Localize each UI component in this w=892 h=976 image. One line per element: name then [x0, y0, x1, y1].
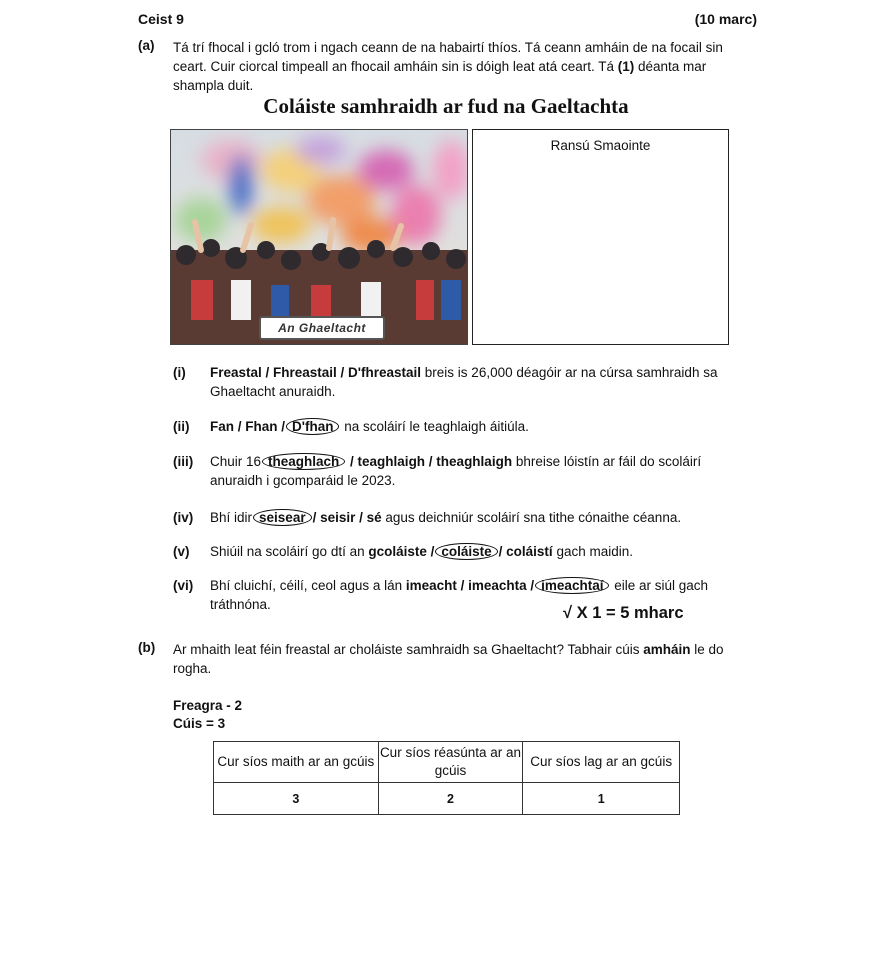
value-cell-weak: 1 [523, 783, 680, 815]
value-cell-reasonable: 2 [378, 783, 523, 815]
word-options: imeacht / imeachta / [405, 578, 535, 593]
item-number: (ii) [173, 419, 190, 434]
word-options: Freastal / Fhreastail / D'fhreastail [210, 365, 422, 380]
marks-score: √ X 1 = 5 mharc [563, 604, 684, 622]
table-values-row [214, 783, 680, 815]
marking-table [213, 741, 680, 815]
word-options: gcoláiste / [368, 544, 435, 559]
answer-marks [173, 697, 242, 733]
item-number: (iv) [173, 510, 194, 525]
brainstorm-box [472, 129, 729, 345]
passage-title: Coláiste samhraidh ar fud na Gaeltachta [263, 94, 629, 118]
circled-answer[interactable]: imeachtaí [535, 577, 609, 594]
item-number: (vi) [173, 578, 194, 593]
item-rest: bhreise lóistín ar fáil do scoláirí anuraidh i gcomparáid le 2023. [210, 454, 702, 488]
reason-line: Cúis = 3 [173, 716, 226, 731]
instructions-bold: (1) [617, 59, 635, 74]
instructions-text-1: Tá trí fhocal i gcló trom i ngach ceann de na habairtí thíos. Tá ceann amháin de na focail sin ceart. Cuir ciorcal timpeall an fhocail amháin sin is dóigh leat atá ceart. Tá [173, 40, 723, 74]
question-bold: amháin [643, 642, 691, 657]
word-options: / teaghlaigh / theaghlaigh [346, 454, 513, 469]
item-lead: Chuir 16 [210, 454, 262, 469]
header-cell-reasonable: Cur síos réasúnta ar an gcúis [378, 742, 523, 783]
an-ghaeltacht-sign: An Ghaeltacht [259, 316, 385, 340]
answer-line: Freagra - 2 [173, 698, 243, 713]
item-text [210, 363, 740, 401]
question-text-2: le do rogha. [173, 642, 724, 676]
item-rest: breis is 26,000 déagóir ar na cúrsa samhraidh sa Ghaeltacht anuraidh. [210, 365, 718, 399]
item-lead: Shiúil na scoláirí go dtí an [210, 544, 369, 559]
question-number: Ceist 9 [138, 11, 184, 27]
item-lead: Bhí idir [210, 510, 253, 525]
word-options: Fan / Fhan / [210, 419, 286, 434]
word-options-end: / coláistí [498, 544, 553, 559]
item-lead: Bhí cluichí, céilí, ceol agus a lán [210, 578, 406, 593]
item-number: (i) [173, 365, 186, 380]
item-text [210, 452, 740, 490]
item-rest: na scoláirí le teaghlaigh áitiúla. [340, 419, 529, 434]
item-number: (iii) [173, 454, 194, 469]
header-cell-weak: Cur síos lag ar an gcúis [523, 742, 680, 783]
question-marks: (10 marc) [694, 11, 757, 27]
item-text [210, 542, 740, 561]
circled-answer[interactable]: theaghlach [262, 453, 345, 470]
item-rest: eile ar siúl gach tráthnóna. [210, 578, 709, 612]
circled-answer[interactable]: D'fhan [286, 418, 339, 435]
part-a-instructions [173, 38, 753, 95]
item-number: (v) [173, 544, 190, 559]
brainstorm-title: Ransú Smaointe [550, 138, 651, 153]
part-a-label: (a) [138, 38, 155, 53]
item-rest: gach maidin. [552, 544, 633, 559]
header-cell-good: Cur síos maith ar an gcúis [214, 742, 379, 783]
table-header-row [214, 742, 680, 783]
festival-photo [170, 129, 468, 345]
item-text [210, 417, 740, 436]
circled-answer[interactable]: seisear [253, 509, 312, 526]
question-text-1: Ar mhaith leat féin freastal ar choláiste samhraidh sa Ghaeltacht? Tabhair cúis [173, 642, 644, 657]
instructions-text-2: déanta mar shampla duit. [173, 59, 707, 93]
item-text [210, 508, 740, 527]
part-b-label: (b) [138, 640, 156, 655]
word-options: / seisir / sé [312, 510, 382, 525]
part-b-question [173, 640, 748, 678]
circled-answer[interactable]: coláiste [435, 543, 497, 560]
value-cell-good: 3 [214, 783, 379, 815]
crowd-colour-powder-image [171, 130, 467, 344]
item-rest: agus deichniúr scoláirí sna tithe cónaithe céanna. [381, 510, 682, 525]
